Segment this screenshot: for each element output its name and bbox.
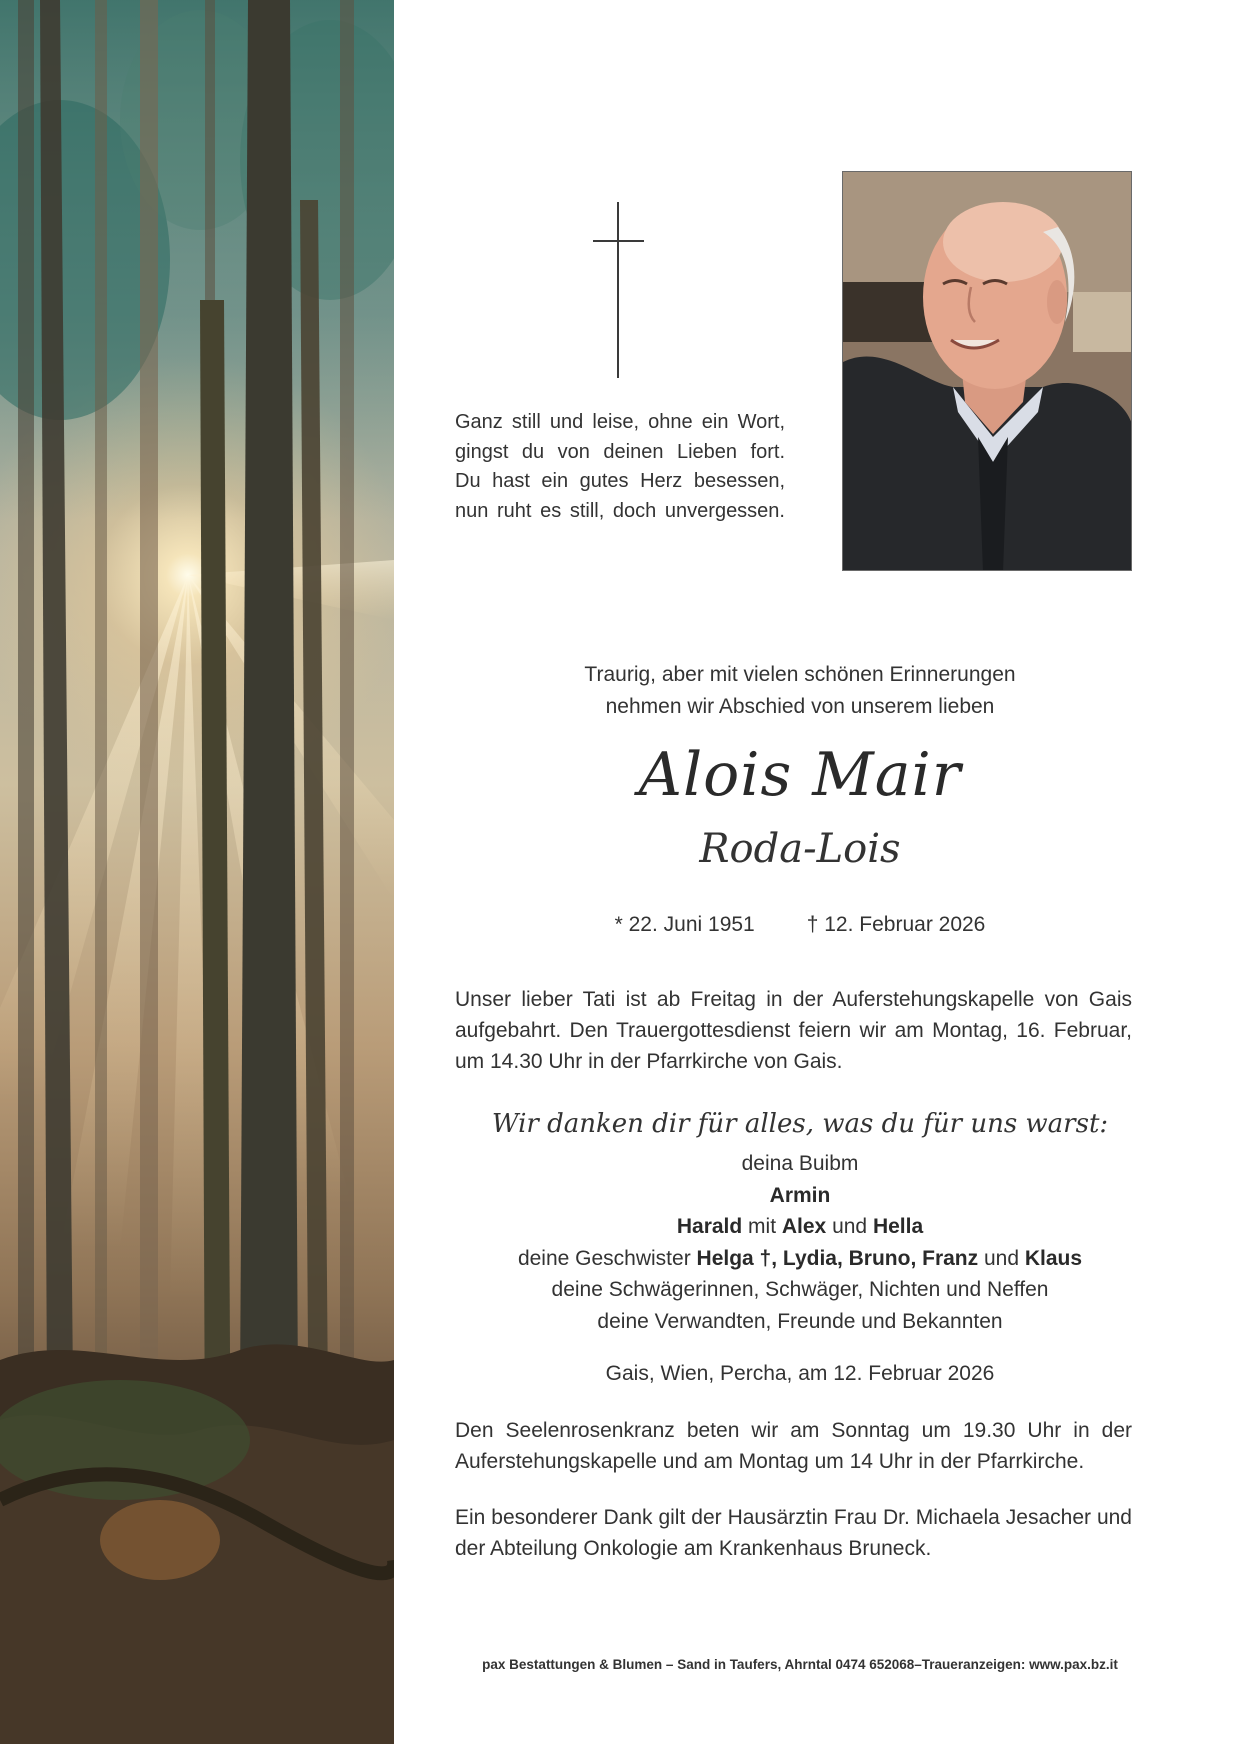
- thanks-paragraph: Ein besonderer Dank gilt der Hausärztin Frau Dr. Michaela Jesacher und der Abteilung Onkologie am Krankenhaus Bruneck.: [455, 1506, 1132, 1560]
- family-connector: mit: [742, 1215, 782, 1238]
- rosary-paragraph: Den Seelenrosenkranz beten wir am Sonntag um 19.30 Uhr in der Auferstehungskapelle und am Montag um 14 Uhr in der Pfarrkirche.: [455, 1419, 1132, 1473]
- poem: [455, 408, 785, 526]
- family-list: [420, 1148, 1180, 1337]
- deceased-name: Alois Mair: [638, 740, 962, 810]
- family-line: deine Schwägerinnen, Schwäger, Nichten und Neffen: [551, 1278, 1049, 1301]
- footer: pax Bestattungen & Blumen – Sand in Taufers, Ahrntal 0474 652068–Traueranzeigen: www.pax.bz.it: [482, 1657, 1118, 1672]
- intro-text: [420, 659, 1180, 723]
- family-connector: und: [826, 1215, 873, 1238]
- family-connector: deine Geschwister: [517, 1246, 697, 1270]
- cross-vertical: [617, 202, 619, 378]
- wake-paragraph: Unser lieber Tati ist ab Freitag in der Auferstehungskapelle von Gais aufgebahrt. Den Trauergottesdienst feiern wir am Montag, 16. Februar, um 14.30 Uhr in der Pfarrkirche von Gais.: [455, 988, 1132, 1073]
- poem-line: Du hast ein gutes Herz besessen,: [455, 470, 785, 492]
- family-line: [420, 1243, 1180, 1275]
- family-line: deina Buibm: [741, 1152, 859, 1175]
- portrait-illustration: [843, 172, 1132, 571]
- family-name: Alex: [781, 1215, 827, 1238]
- forest-image: [0, 0, 394, 1744]
- family-name: Armin: [769, 1183, 831, 1207]
- life-dates: [420, 910, 1180, 940]
- cross-horizontal: [593, 240, 644, 242]
- family-line: [420, 1211, 1180, 1243]
- deceased-nickname: Roda-Lois: [699, 826, 901, 872]
- family-connector: und: [978, 1246, 1025, 1270]
- birth-date: * 22. Juni 1951: [614, 913, 755, 936]
- forest-illustration: [0, 0, 394, 1744]
- poem-line: Ganz still und leise, ohne ein Wort,: [455, 411, 785, 433]
- intro-line: Traurig, aber mit vielen schönen Erinnerungen: [584, 663, 1016, 686]
- portrait-photo: [842, 171, 1132, 571]
- family-name: Hella: [872, 1215, 924, 1238]
- thanks-heading: Wir danken dir für alles, was du für uns warst:: [491, 1109, 1109, 1139]
- place-date: Gais, Wien, Percha, am 12. Februar 2026: [605, 1362, 995, 1385]
- family-line: deine Verwandten, Freunde und Bekannten: [597, 1309, 1003, 1333]
- poem-line: gingst du von deinen Lieben fort.: [455, 440, 785, 463]
- death-date: † 12. Februar 2026: [806, 913, 986, 936]
- intro-line: nehmen wir Abschied von unserem lieben: [605, 695, 995, 718]
- cross-icon: [590, 202, 646, 378]
- family-name: Harald: [676, 1215, 743, 1238]
- family-name: Klaus: [1024, 1246, 1083, 1270]
- poem-line: nun ruht es still, doch unvergessen.: [455, 499, 785, 522]
- family-name: Helga †, Lydia, Bruno, Franz: [696, 1246, 979, 1270]
- family-line: [420, 1180, 1180, 1212]
